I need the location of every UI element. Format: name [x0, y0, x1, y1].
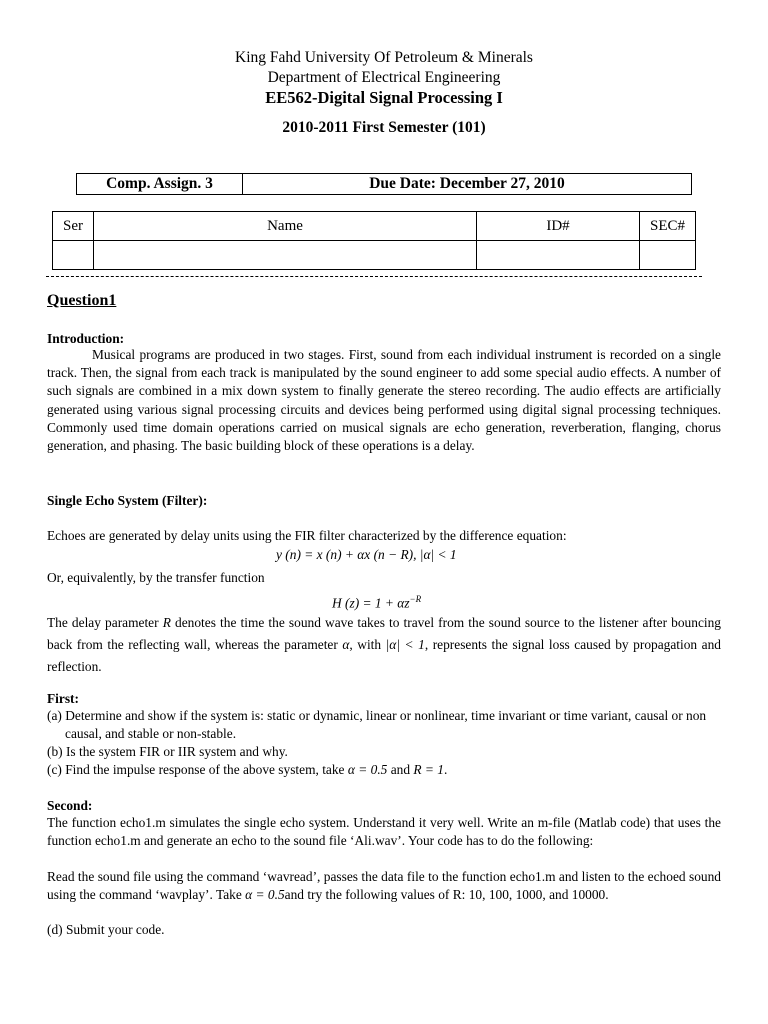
or-line: Or, equivalently, by the transfer function [47, 570, 265, 585]
student-info-table [52, 211, 696, 270]
first-heading: First: [47, 691, 79, 706]
echo-heading: Single Echo System (Filter): [47, 493, 208, 508]
second-instructions [47, 868, 721, 904]
item-c-r: R = 1 [413, 762, 444, 777]
intro-paragraph: Musical programs are produced in two stages. First, sound from each individual instrument is recorded on a single track. Then, the signal from each track is manipulated by the sound engineer to add some special audio effects. A number of such signals are combined in a mix down system to finally generate the stereo recording. The audio effects are artificially generated using various signal processing circuits and devices being performed using digital signal processing techniques. Commonly used time domain operations carried on musical signals are echo generation, reverberation, flanging, chorus generation, and phasing. The basic building block of these operations is a delay. [47, 347, 721, 454]
question-title: Question1 [47, 292, 117, 309]
item-c-alpha: α = 0.5 [347, 762, 388, 777]
item-c-text: (c) Find the impulse response of the above system, take [47, 762, 348, 777]
item-c-text: . [444, 762, 448, 777]
ser-field[interactable] [53, 241, 94, 270]
transfer-function-exponent: −R [409, 594, 422, 604]
delay-symbol-r: R [162, 615, 171, 630]
intro-heading: Introduction: [47, 331, 125, 346]
due-date: Due Date: December 27, 2010 [243, 174, 692, 195]
instructions-text: and try the following values of R: 10, 100, 1000, and 10000. [284, 887, 609, 903]
first-item-c [47, 761, 721, 779]
header-id: ID# [477, 212, 640, 241]
item-c-text: and [387, 762, 414, 777]
delay-text: The delay parameter [47, 615, 163, 630]
assignment-title: Comp. Assign. 3 [77, 174, 243, 195]
second-item-d: (d) Submit your code. [47, 922, 165, 937]
echo-paragraph: Echoes are generated by delay units using the FIR filter characterized by the difference equation: [47, 528, 567, 543]
header-sec: SEC# [640, 212, 696, 241]
first-item-b: (b) Is the system FIR or IIR system and why. [47, 744, 288, 759]
difference-equation: y (n) = x (n) + αx (n − R), |α| < 1 [276, 547, 457, 562]
university-name: King Fahd University Of Petroleum & Minerals [235, 49, 533, 66]
second-heading: Second: [47, 798, 93, 813]
delay-paragraph [47, 612, 721, 678]
assignment-table [76, 173, 692, 195]
instructions-text: Read the sound file using the command ‘wavread’, passes the data file to the function echo1.m and listen to the echoed sound using the command ‘wavplay’. Take [47, 869, 721, 903]
transfer-function [332, 590, 421, 612]
name-field[interactable] [94, 241, 477, 270]
id-field[interactable] [477, 241, 640, 270]
delay-symbol-alpha: α [342, 637, 350, 652]
transfer-function-body: H (z) = 1 + αz [332, 595, 410, 611]
delay-text: , represents the signal loss caused by propagation and reflection. [47, 637, 721, 674]
course-title: EE562-Digital Signal Processing I [265, 88, 503, 107]
delay-text: denotes the time the sound wave takes to travel from the sound source to the listener after bouncing back from the reflecting wall, whereas the parameter [47, 615, 721, 652]
department-name: Department of Electrical Engineering [267, 69, 501, 86]
instructions-alpha: α = 0.5 [245, 887, 285, 903]
sec-field[interactable] [640, 241, 696, 270]
first-item-a: (a) Determine and show if the system is: static or dynamic, linear or nonlinear, time invariant or time variant, causal or non causal, and stable or non-stable. [47, 708, 707, 742]
header-ser: Ser [53, 212, 94, 241]
delay-condition: |α| < 1 [385, 637, 425, 652]
header-name: Name [94, 212, 477, 241]
second-paragraph: The function echo1.m simulates the single echo system. Understand it very well. Write an m-file (Matlab code) that uses the function echo1.m and generate an echo to the sound file ‘Ali.wav’. Your code has to do the following: [47, 815, 721, 849]
semester-label: 2010-2011 First Semester (101) [282, 119, 486, 136]
dashed-divider [46, 276, 702, 279]
delay-text: , with [349, 637, 386, 652]
